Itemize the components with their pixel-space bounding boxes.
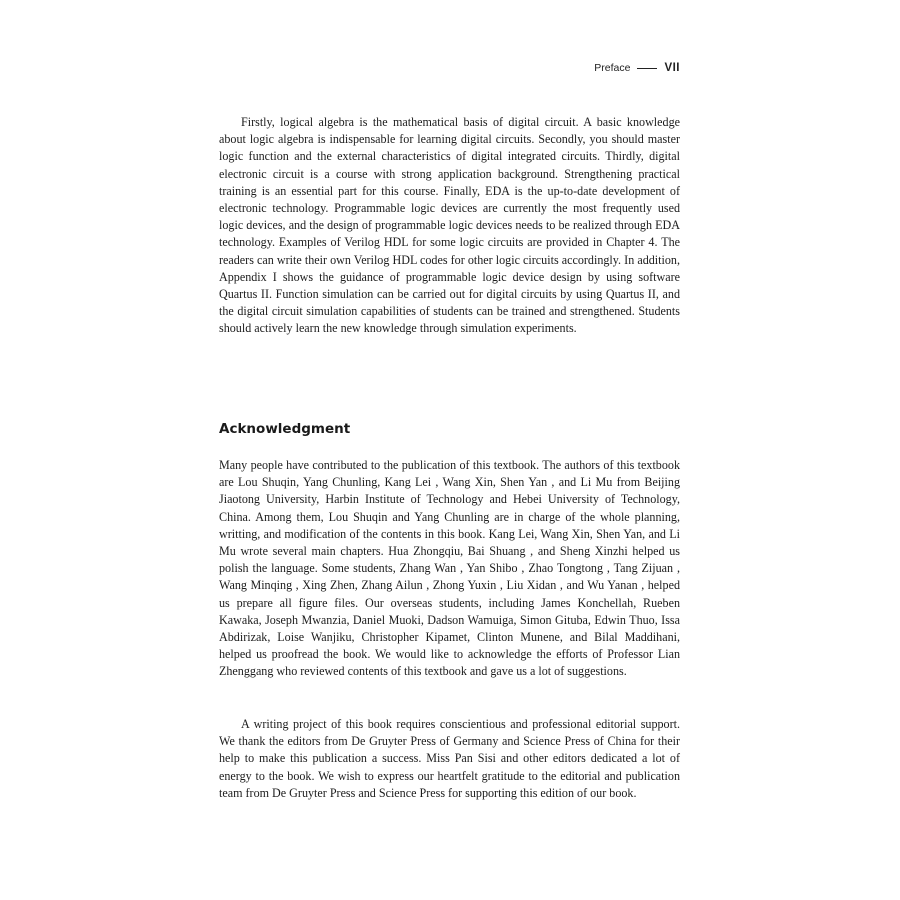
header-rule [637, 68, 657, 69]
section-heading-acknowledgment: Acknowledgment [219, 421, 351, 437]
running-header [594, 62, 680, 74]
acknowledgment-paragraph: A writing project of this book requires conscientious and professional editorial support. We thank the editors from De Gruyter Press of Germany and Science Press of China for their help to make this publication a success. Miss Pan Sisi and other editors dedicated a lot of energy to the book. We wish to express our heartfelt gratitude to the editorial and publication team from De Gruyter Press and Science Press for supporting this edition of our book. [219, 717, 680, 800]
acknowledgment-paragraph: Many people have contributed to the publication of this textbook. The authors of this textbook are Lou Shuqin, Yang Chunling, Kang Lei , Wang Xin, Shen Yan , and Li Mu from Beijing Jiaotong University, Harbin Institute of Technology and Hebei University of Technology, China. Among them, Lou Shuqin and Yang Chunling are in charge of the whole planning, writting, and modification of the contents in this book. Kang Lei, Wang Xin, Shen Yan, and Li Mu wrote several main chapters. Hua Zhongqiu, Bai Shuang , and Sheng Xinzhi helped us polish the language. Some students, Zhang Wan , Yan Shibo , Zhao Tongtong , Tang Zijuan , Wang Minqing , Xing Zhen, Zhang Ailun , Zhong Yuxin , Liu Xidan , and Wu Yanan , helped us prepare all figure files. Our overseas students, including James Konchellah, Rueben Kawaka, Joseph Mwanzia, Daniel Muoki, Dadson Wamuiga, Simon Gituba, Edwin Thuo, Issa Abdirizak, Loise Wanjiku, Christopher Kipamet, Clinton Munene, and Bilal Maddihani, helped us proofread the book. We would like to acknowledge the efforts of Professor Lian Zhenggang who reviewed contents of this textbook and gave us a lot of suggestions. [219, 458, 680, 679]
header-section-title: Preface [594, 62, 631, 74]
page-number: VII [664, 62, 680, 74]
intro-paragraph: Firstly, logical algebra is the mathematical basis of digital circuit. A basic knowledge about logic algebra is indispensable for learning digital circuits. Secondly, you should master logic function and the external characteristics of digital integrated circuits. Thirdly, digital electronic circuit is a course with strong application background. Strengthening practical training is an essential part for this course. Finally, EDA is the up-to-date development of electronic technology. Programmable logic devices are currently the most frequently used logic devices, and the design of programmable logic devices needs to be realized through EDA technology. Examples of Verilog HDL for some logic circuits are provided in Chapter 4. The readers can write their own Verilog HDL codes for other logic circuits accordingly. In addition, Appendix I shows the guidance of programmable logic device design by using software Quartus II. Function simulation can be carried out for digital circuits by using Quartus II, and the digital circuit simulation capabilities of students can be trained and strengthened. Students should actively learn the new knowledge through simulation experiments. [219, 115, 680, 336]
